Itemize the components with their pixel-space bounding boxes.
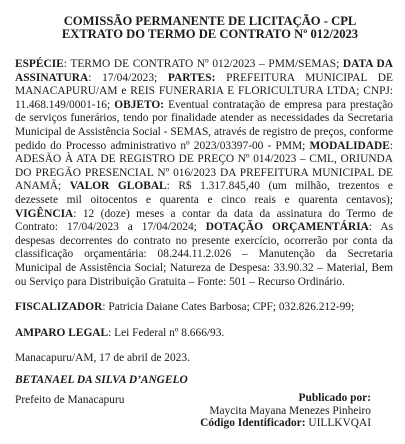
published-by-label: Publicado por: [298,392,371,404]
objeto-label: OBJETO: [114,98,165,111]
fiscalizador-value: : Patricia Daiane Cates Barbosa; CPF; 032.826.212-99; [102,301,355,314]
vigencia-value: : 12 (doze) meses a contar da data da assinatura do Termo de Contrato: 17/04/2023 a 17/04/2024; [15,207,393,234]
contract-body [15,58,393,289]
amparo-legal-label: AMPARO LEGAL [15,326,109,339]
data-assinatura-label: DATA DA ASSINATURA [15,58,393,84]
signer-role: Prefeito de Manacapuru [15,394,125,407]
partes-value: PREFEITURA MUNICIPAL DE MANACAPURU/AM e REIS FUNERARIA E FLORICULTURA LTDA; CNPJ: 11.468.149/0001-16; [15,71,393,111]
identifier-code-label: Código Identificador: [200,417,306,429]
fiscalizador-line [15,301,393,315]
dotacao-value: : As despesas decorrentes do contrato no presente exercício, ocorrerão por conta da classificação orçamentária: 08.244.11.2.026 – Manutenção da Secretaria Municipal de Assistência Social; Natureza de Despesa: 33.90.32 – Material, Bem ou Serviço para Distribuição Gratuita – Fonte: 501 – Recurso Ordinário. [15,221,393,288]
especie-label: ESPÉCIE [15,58,64,70]
place-date: Manacapuru/AM, 17 de abril de 2023. [15,352,190,365]
modalidade-label: MODALIDADE [309,139,390,152]
valor-global-label: VALOR GLOBAL [69,180,167,193]
valor-global-value: : R$ 1.317.845,40 (um milhão, trezentos e dezessete mil oitocentos e quarenta e cinco reais e quarenta centavos); [15,180,393,206]
amparo-legal-line [15,327,393,341]
header-extract-title: EXTRATO DO TERMO DE CONTRATO Nº 012/2023 [61,27,359,41]
vigencia-label: VIGÊNCIA [15,207,74,220]
header-commission: COMISSÃO PERMANENTE DE LICITAÇÃO - CPL [63,14,357,28]
amparo-legal-value: : Lei Federal nº 8.666/93. [108,326,225,339]
publication-block [200,392,371,430]
signer-name: BETANAEL DA SILVA D’ANGELO [15,373,188,386]
fiscalizador-label: FISCALIZADOR [15,301,103,314]
modalidade-value: : ADESÃO À ATA DE REGISTRO DE PREÇO Nº 014/2023 – CML, ORIUNDA DO PREGÃO PRESENCIAL Nº 016/2023 DA PREFEITURA MUNICIPAL DE ANAMÃ; [15,139,393,193]
especie-value: : TERMO DE CONTRATO Nº 012/2023 – PMM/SEMAS; [63,58,343,70]
data-assinatura-value: : 17/04/2023; [88,71,168,84]
objeto-value: Eventual contratação de empresa para prestação de serviços funerários, tendo por finalidade atender as necessidades da Secretaria Municipal de Assistência Social - SEMAS, através de registro de preços, conforme pedido do Processo administrativo nº 2023/03397-00 - PMM; [15,98,394,152]
identifier-code-value: UILLKVQAI [308,417,371,429]
publisher-name: Maycita Mayana Menezes Pinheiro [209,404,371,417]
partes-label: PARTES: [167,71,216,84]
dotacao-label: DOTAÇÃO ORÇAMENTÁRIA [205,221,369,234]
